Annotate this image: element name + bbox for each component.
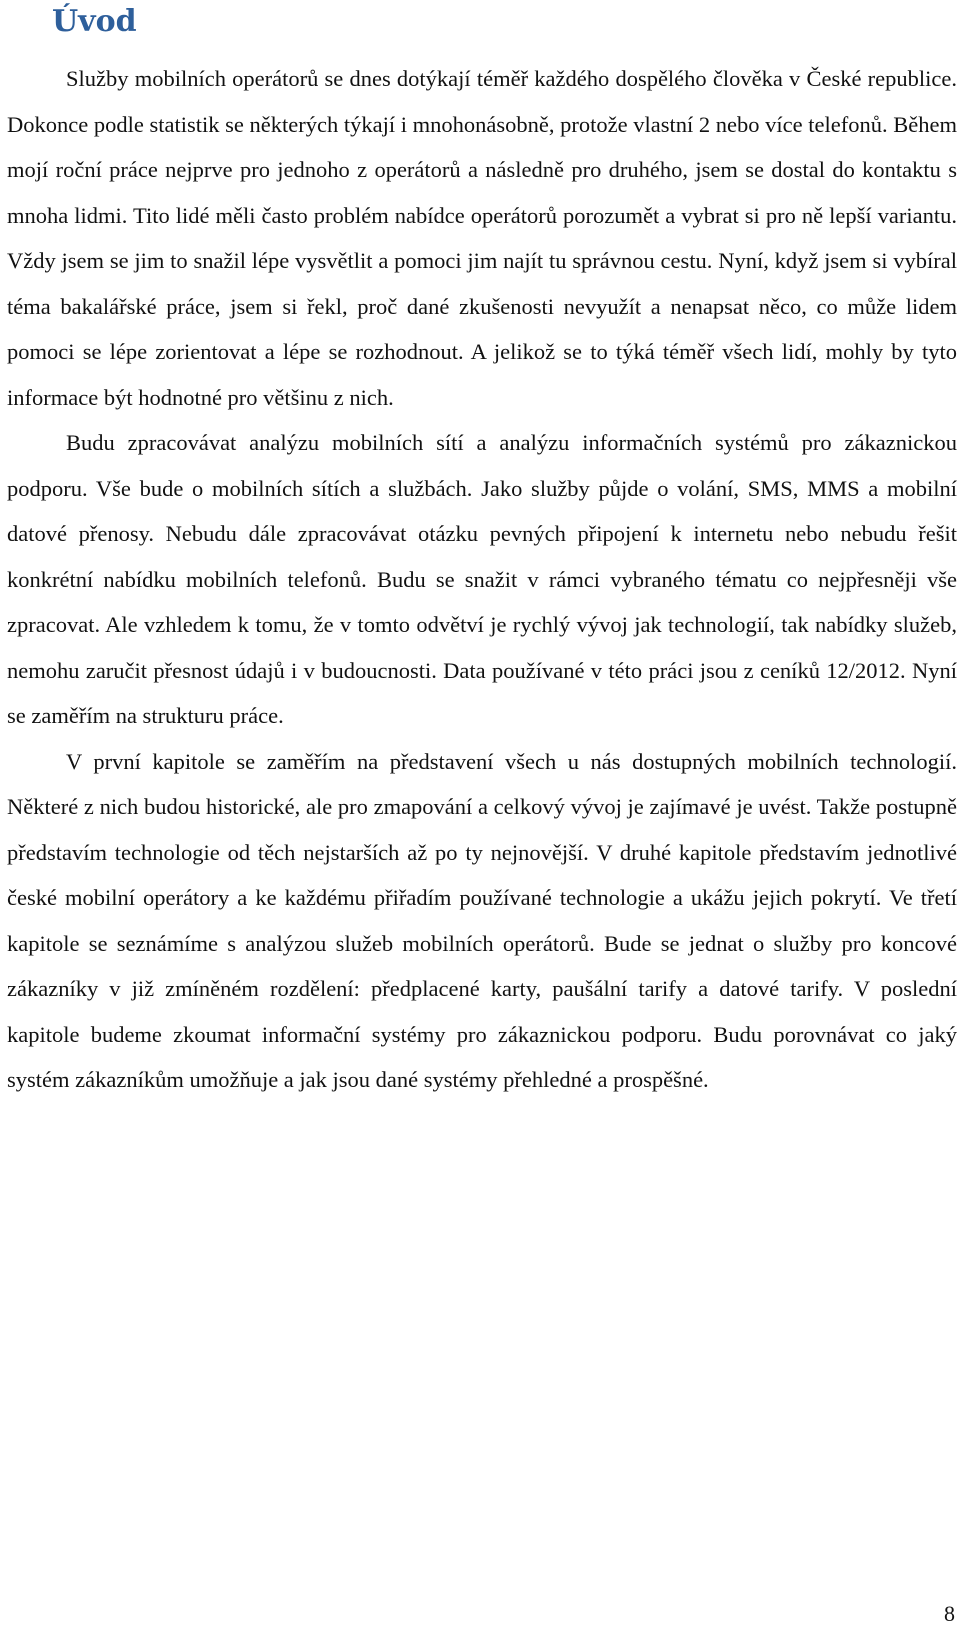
document-body bbox=[7, 56, 957, 1103]
paragraph-3: V první kapitole se zaměřím na představení všech u nás dostupných mobilních technologií. Některé z nich budou historické, ale pro zmapování a celkový vývoj je zajímavé je uvést. Takže postupně představím technologie od těch nejstarších až po ty nejnovější. V druhé kapitole představím jednotlivé české mobilní operátory a ke každému přiřadím používané technologie a ukážu jejich pokrytí. Ve třetí kapitole se seznámíme s analýzou služeb mobilních operátorů. Bude se jednat o služby pro koncové zákazníky v již zmíněném rozdělení: předplacené karty, paušální tarify a datové tarify. V poslední kapitole budeme zkoumat informační systémy pro zákaznickou podporu. Budu porovnávat co jaký systém zákazníkům umožňuje a jak jsou dané systémy přehledné a prospěšné. bbox=[7, 748, 957, 1092]
page-title: Úvod bbox=[52, 4, 137, 39]
paragraph-1: Služby mobilních operátorů se dnes dotýkají téměř každého dospělého člověka v České republice. Dokonce podle statistik se některých týkají i mnohonásobně, protože vlastní 2 nebo více telefonů. Během mojí roční práce nejprve pro jednoho z operátorů a následně pro druhého, jsem se dostal do kontaktu s mnoha lidmi. Tito lidé měli často problém nabídce operátorů porozumět a vybrat si pro ně lepší variantu. Vždy jsem se jim to snažil lépe vysvětlit a pomoci jim najít tu správnou cestu. Nyní, když jsem si vybíral téma bakalářské práce, jsem si řekl, proč dané zkušenosti nevyužít a nenapsat něco, co může lidem pomoci se lépe zorientovat a lépe se rozhodnout. A jelikož se to týká téměř všech lidí, mohly by tyto informace být hodnotné pro většinu z nich. bbox=[7, 66, 957, 410]
page-number: 8 bbox=[944, 1601, 955, 1626]
paragraph-2: Budu zpracovávat analýzu mobilních sítí a analýzu informačních systémů pro zákaznickou podporu. Vše bude o mobilních sítích a službách. Jako služby půjde o volání, SMS, MMS a mobilní datové přenosy. Nebudu dále zpracovávat otázku pevných připojení k internetu nebo nebudu řešit konkrétní nabídku mobilních telefonů. Budu se snažit v rámci vybraného tématu co nejpřesněji vše zpracovat. Ale vzhledem k tomu, že v tomto odvětví je rychlý vývoj jak technologií, tak nabídky služeb, nemohu zaručit přesnost údajů i v budoucnosti. Data používané v této práci jsou z ceníků 12/2012. Nyní se zaměřím na strukturu práce. bbox=[7, 430, 957, 728]
